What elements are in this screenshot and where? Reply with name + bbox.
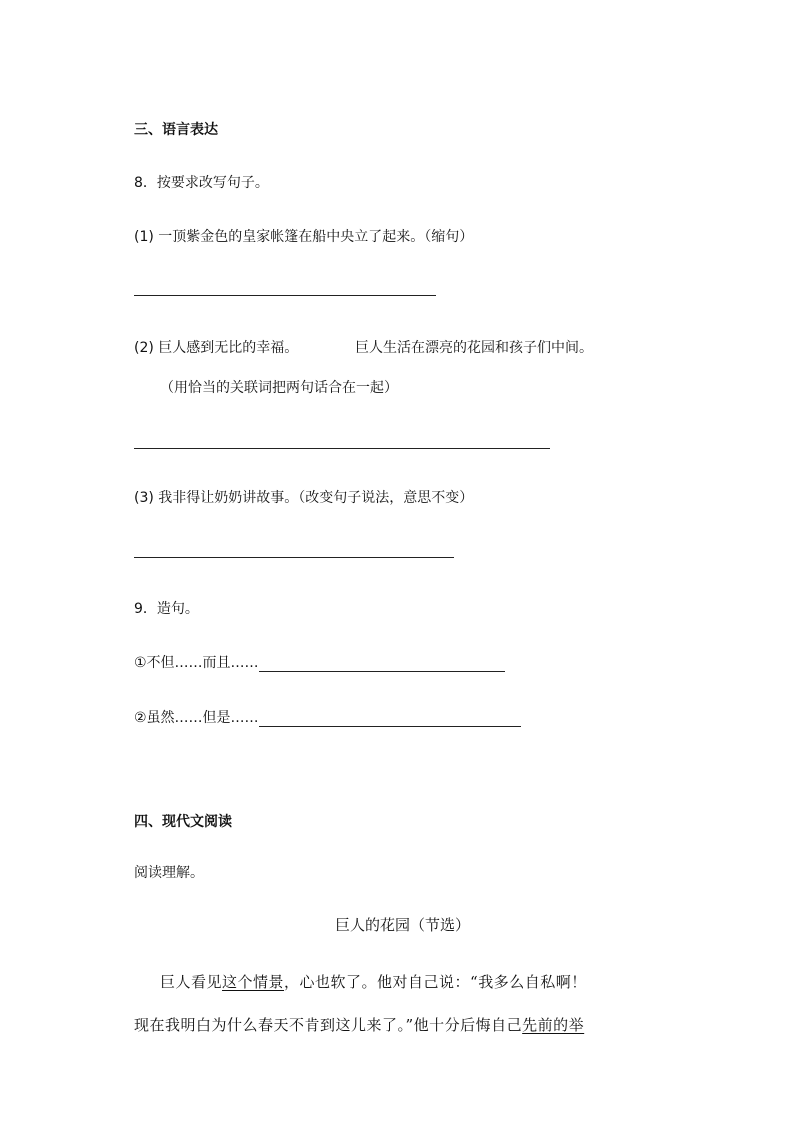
question-8-item-3: (3) 我非得让奶奶讲故事。（改变句子说法，意思不变） — [134, 490, 474, 506]
question-9-item-2-label: ②虽然……但是…… — [134, 710, 259, 726]
passage-title: 巨人的花园（节选） — [335, 916, 471, 934]
question-8-stem: 8．按要求改写句子。 — [134, 175, 269, 191]
answer-line-8-2[interactable] — [134, 448, 550, 449]
answer-line-9-1[interactable] — [259, 657, 505, 672]
question-8-item-2-instruction: （用恰当的关联词把两句话合在一起） — [160, 380, 398, 396]
underlined-phrase-1: 这个情景 — [222, 973, 285, 991]
reading-intro: 阅读理解。 — [134, 865, 204, 881]
underlined-phrase-2: 先前的举 — [522, 1016, 585, 1034]
question-9-stem: 9．造句。 — [134, 601, 199, 617]
passage-line-2 — [134, 1015, 584, 1035]
passage-text: ，心也软了。他对自己说：“我多么自私啊！ — [284, 973, 587, 991]
question-8-item-2b: 巨人生活在漂亮的花园和孩子们中间。 — [355, 340, 593, 356]
passage-text: 巨人看见 — [160, 973, 223, 991]
section-4-heading: 四、现代文阅读 — [134, 814, 232, 830]
answer-line-9-2[interactable] — [259, 712, 521, 727]
passage-text: 现在我明白为什么春天不肯到这儿来了。”他十分后悔自己 — [134, 1016, 523, 1034]
question-8-item-1: (1) 一顶紫金色的皇家帐篷在船中央立了起来。（缩句） — [134, 229, 474, 245]
question-8-item-2a: (2) 巨人感到无比的幸福。 — [134, 340, 299, 356]
question-9-item-1-label: ①不但……而且…… — [134, 655, 259, 671]
answer-line-8-3[interactable] — [134, 557, 454, 558]
passage-line-1 — [160, 972, 587, 992]
answer-line-8-1[interactable] — [134, 295, 436, 296]
section-3-heading: 三、语言表达 — [134, 122, 218, 138]
question-9-item-2 — [134, 709, 521, 727]
question-9-item-1 — [134, 654, 505, 672]
